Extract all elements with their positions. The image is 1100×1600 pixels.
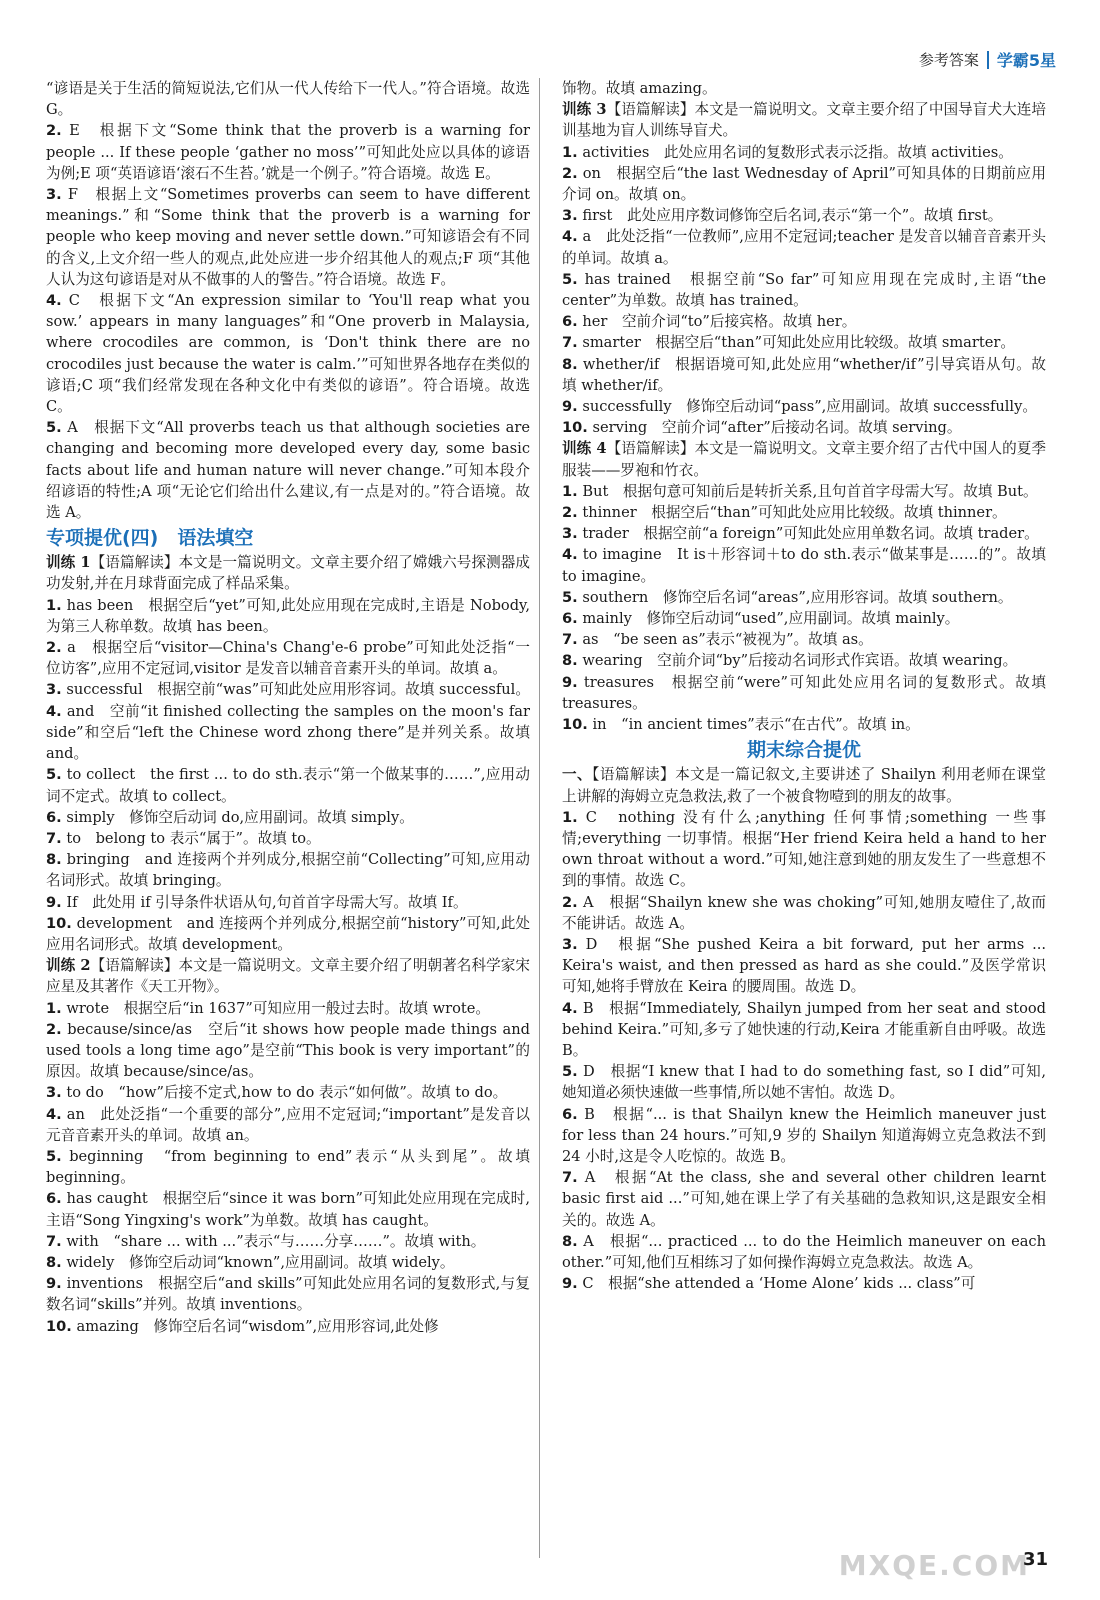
item-number: 6. <box>562 313 578 331</box>
answer-item <box>46 807 530 828</box>
right-column <box>562 78 1046 1294</box>
item-number: 10. <box>562 716 588 734</box>
item-text: C nothing 没有什么;anything 任何事情;something 一些事情;everything 一切事情。根据“Her friend Keira held a hand to her own throat without a word.”可知,她注意到她的朋友发生了一些意想不到的事情。故选 C。 <box>562 808 1046 890</box>
exercise-intro <box>46 552 530 594</box>
answer-item <box>562 892 1046 934</box>
item-number: 9. <box>46 1275 62 1293</box>
answer-item <box>562 1104 1046 1168</box>
item-number: 6. <box>46 808 62 826</box>
answer-item <box>562 998 1046 1062</box>
answer-item <box>46 417 530 523</box>
header-label: 参考答案 <box>918 51 979 69</box>
item-text: E 根据下文“Some think that the proverb is a warning for people ... If these people ‘gather no moss’”可知此处应以具体的谚语为例;E 项“英语谚语‘滚石不生苔。’就是一个例子。”符合语境。故选 E。 <box>46 122 530 182</box>
item-text: southern 修饰空后名词“areas”,应用形容词。故填 southern。 <box>577 588 1013 606</box>
item-number: 9. <box>562 1275 578 1293</box>
answer-item <box>46 679 530 700</box>
item-number: 2. <box>46 1020 62 1038</box>
answer-item <box>562 142 1046 163</box>
item-number: 4. <box>562 546 578 564</box>
item-text: D 根据“I knew that I had to do something fast, so I did”可知,她知道必须快速做一些事情,所以她不害怕。故选 D。 <box>562 1063 1046 1102</box>
answer-item <box>46 1273 530 1315</box>
item-number: 9. <box>46 893 62 911</box>
item-number: 4. <box>46 292 62 310</box>
answer-item <box>562 269 1046 311</box>
column-divider <box>539 78 540 1558</box>
item-text: F 根据上文“Sometimes proverbs can seem to have different meanings.”和“Some think that the proverb is a warning for people who keep moving and never settle down.”可知谚语会有不同的含义,上文介绍一些人的观点,此处应进一步介绍其他人的观点;F 项“其他人认为这句谚语是对从不做事的人的警告。”符合语境。故选 F。 <box>46 186 530 288</box>
exercise-intro <box>46 955 530 997</box>
item-text: as “be seen as”表示“被视为”。故填 as。 <box>577 631 873 649</box>
item-text: activities 此处应用名词的复数形式表示泛指。故填 activities。 <box>577 143 1013 161</box>
answer-item <box>562 629 1046 650</box>
item-number: 8. <box>562 1232 578 1250</box>
item-number: 8. <box>46 851 62 869</box>
page-header <box>919 48 1056 71</box>
watermark: MXQE.COM <box>838 1549 1030 1582</box>
item-text: 饰物。故填 amazing。 <box>562 80 717 97</box>
item-text: wrote 根据空后“in 1637”可知应用一般过去时。故填 wrote。 <box>61 999 490 1017</box>
page-number: 31 <box>1022 1549 1048 1570</box>
answer-item <box>562 417 1046 438</box>
item-text: smarter 根据空后“than”可知此处应用比较级。故填 smarter。 <box>577 334 1015 352</box>
answer-item <box>46 892 530 913</box>
item-number: 3. <box>562 525 578 543</box>
item-text: simply 修饰空后动词 do,应用副词。故填 simply。 <box>61 808 414 826</box>
answer-item <box>562 608 1046 629</box>
answer-item <box>562 1231 1046 1273</box>
item-number: 5. <box>46 766 62 784</box>
header-separator <box>987 51 989 69</box>
item-number: 9. <box>562 398 578 416</box>
item-text: has trained 根据空前“So far”可知应用现在完成时,主语“the center”为单数。故填 has trained。 <box>562 270 1046 310</box>
item-text: B 根据“... is that Shailyn knew the Heimlich maneuver just for less than 24 hours.”可知,9 岁的 Shailyn 知道海姆立克急救法不到 24 小时,这是令人吃惊的。故选 B。 <box>562 1105 1046 1165</box>
item-text: widely 修饰空后动词“known”,应用副词。故填 widely。 <box>61 1253 455 1271</box>
answer-item <box>562 396 1046 417</box>
section-title: 专项提优(四) 语法填空 <box>46 527 254 550</box>
item-text: inventions 根据空后“and skills”可知此处应用名词的复数形式,与复数名词“skills”并列。故填 inventions。 <box>46 1275 530 1314</box>
answer-item <box>46 290 530 417</box>
answer-item <box>46 184 530 290</box>
item-text: beginning “from beginning to end”表示“从头到尾”。故填 beginning。 <box>46 1147 530 1187</box>
item-text: trader 根据空前“a foreign”可知此处应用单数名词。故填 trader。 <box>577 525 1039 543</box>
answer-item <box>562 226 1046 268</box>
item-text: successful 根据空前“was”可知此处应用形容词。故填 successful。 <box>61 681 530 699</box>
answer-item <box>562 205 1046 226</box>
item-text: in “in ancient times”表示“在古代”。故填 in。 <box>587 716 920 734</box>
item-number: 8. <box>562 355 578 373</box>
item-number: 5. <box>562 1063 578 1081</box>
item-text: “谚语是关于生活的简短说法,它们从一代人传给下一代人。”符合语境。故选 G。 <box>46 80 530 119</box>
item-text: successfully 修饰空后动词“pass”,应用副词。故填 successfully。 <box>577 398 1037 416</box>
item-text: with “share ... with ...”表示“与……分享……”。故填 with。 <box>61 1232 486 1250</box>
exercise-label: 训练 4 <box>562 440 607 458</box>
item-text: and 空前“it finished collecting the samples on the moon's far side”和空后“left the Chinese word zhong there”是并列关系。故填 and。 <box>46 702 530 763</box>
item-number: 3. <box>46 1084 62 1102</box>
item-number: 7. <box>562 631 578 649</box>
item-number: 1. <box>562 482 578 500</box>
exercise-label: 训练 3 <box>562 101 607 119</box>
item-number: 5. <box>46 1147 62 1165</box>
item-number: 7. <box>562 1169 578 1187</box>
item-text: If 此处用 if 引导条件状语从句,句首首字母需大写。故填 If。 <box>61 893 468 911</box>
answer-item <box>46 701 530 765</box>
item-text: has caught 根据空后“since it was born”可知此处应用现在完成时,主语“Song Yingxing's work”为单数。故填 has caught。 <box>46 1190 530 1229</box>
item-number: 4. <box>562 228 578 246</box>
exercise-label: 训练 2 <box>46 957 91 975</box>
item-text: to belong to 表示“属于”。故填 to。 <box>61 829 321 847</box>
answer-item <box>562 1273 1046 1294</box>
item-text: an 此处泛指“一个重要的部分”,应用不定冠词;“important”是发音以元音音素开头的单词。故填 an。 <box>46 1105 530 1144</box>
answer-item <box>46 1082 530 1103</box>
answer-item <box>46 1231 530 1252</box>
item-number: 5. <box>46 419 62 437</box>
answer-item <box>46 1316 530 1337</box>
item-number: 3. <box>46 186 62 204</box>
item-text: a 此处泛指“一位教师”,应用不定冠词;teacher 是发音以辅音音素开头的单词。故填 a。 <box>562 228 1046 267</box>
section-title: 期末综合提优 <box>746 739 861 762</box>
answer-item <box>562 544 1046 586</box>
item-number: 8. <box>46 1253 62 1271</box>
item-text: 【语篇解读】本文是一篇说明文。文章主要介绍了明朝著名科学家宋应星及其著作《天工开物》。 <box>46 957 530 996</box>
item-number: 1. <box>562 808 578 826</box>
item-number: 7. <box>46 829 62 847</box>
item-text: her 空前介词“to”后接宾格。故填 her。 <box>577 313 857 331</box>
answer-item <box>46 595 530 637</box>
item-text: A 根据“... practiced ... to do the Heimlich maneuver on each other.”可知,他们互相练习了如何操作海姆立克急救法。故选 A。 <box>562 1232 1046 1271</box>
item-text: 【语篇解读】本文是一篇说明文。文章主要介绍了中国导盲犬大连培训基地为盲人训练导盲犬。 <box>562 101 1046 140</box>
answer-item <box>562 311 1046 332</box>
answer-item <box>562 523 1046 544</box>
item-number: 6. <box>562 610 578 628</box>
answer-item <box>46 1146 530 1188</box>
item-number: 3. <box>46 681 62 699</box>
exercise-label: 一、 <box>562 766 593 784</box>
text-paragraph <box>46 78 530 120</box>
item-number: 1. <box>46 596 62 614</box>
answer-item <box>562 672 1046 714</box>
item-number: 5. <box>562 270 578 288</box>
exercise-label: 训练 1 <box>46 554 91 572</box>
item-text: thinner 根据空后“than”可知此处应用比较级。故填 thinner。 <box>577 504 1007 522</box>
answer-item <box>562 650 1046 671</box>
item-number: 2. <box>46 639 62 657</box>
answer-item <box>562 502 1046 523</box>
item-number: 2. <box>562 164 578 182</box>
item-text: 【语篇解读】本文是一篇说明文。文章主要介绍了嫦娥六号探测器成功发射,并在月球背面完成了样品采集。 <box>46 554 530 593</box>
item-text: bringing and 连接两个并列成分,根据空前“Collecting”可知,应用动名词形式。故填 bringing。 <box>46 851 530 890</box>
answer-item <box>46 637 530 679</box>
item-number: 4. <box>562 999 578 1017</box>
text-paragraph <box>562 78 1046 99</box>
item-number: 2. <box>562 893 578 911</box>
item-number: 2. <box>46 122 62 140</box>
exercise-intro <box>562 99 1046 141</box>
item-text: A 根据“Shailyn knew she was choking”可知,她朋友噎住了,故而不能讲话。故选 A。 <box>562 893 1046 932</box>
item-number: 10. <box>46 914 72 932</box>
answer-item <box>46 120 530 184</box>
item-number: 10. <box>46 1317 72 1335</box>
item-text: 【语篇解读】本文是一篇记叙文,主要讲述了 Shailyn 利用老师在课堂上讲解的海姆立克急救法,救了一个被食物噎到的朋友的故事。 <box>562 766 1046 805</box>
item-number: 3. <box>562 935 578 953</box>
answer-item <box>46 1104 530 1146</box>
item-text: C 根据“she attended a ‘Home Alone’ kids ... class”可 <box>577 1275 976 1293</box>
answer-item <box>46 849 530 891</box>
answer-item <box>46 764 530 806</box>
answer-item <box>562 1061 1046 1103</box>
item-text: C 根据下文“An expression similar to ‘You'll reap what you sow.’ appears in many languages”和“One proverb in Malaysia, where crocodiles are common, is ‘Don't think there are no crocodiles just because the water is calm.’”可知世界各地存在类似的谚语;C 项“我们经常发现在各种文化中有类似的谚语”。符合语境。故选 C。 <box>46 292 530 416</box>
answer-item <box>46 1252 530 1273</box>
item-text: on 根据空后“the last Wednesday of April”可知具体的日期前应用介词 on。故填 on。 <box>562 164 1046 204</box>
item-number: 6. <box>46 1190 62 1208</box>
item-text: amazing 修饰空后名词“wisdom”,应用形容词,此处修 <box>71 1317 439 1335</box>
item-number: 7. <box>46 1232 62 1250</box>
item-text: B 根据“Immediately, Shailyn jumped from her seat and stood behind Keira.”可知,多亏了她快速的行动,Keira 才能重新自由呼吸。故选 B。 <box>562 999 1046 1059</box>
answer-item <box>562 481 1046 502</box>
item-text: because/since/as 空后“it shows how people made things and used tools a long time ago”是空前“This book is very important”的原因。故填 because/since/as。 <box>46 1020 530 1081</box>
answer-item <box>46 1188 530 1230</box>
item-number: 7. <box>562 334 578 352</box>
item-text: whether/if 根据语境可知,此处应用“whether/if”引导宾语从句。故填 whether/if。 <box>562 355 1046 394</box>
answer-item <box>562 163 1046 205</box>
item-number: 3. <box>562 207 578 225</box>
item-text: mainly 修饰空后动词“used”,应用副词。故填 mainly。 <box>577 610 960 628</box>
exercise-intro <box>562 764 1046 806</box>
left-column <box>46 78 530 1337</box>
item-number: 8. <box>562 652 578 670</box>
item-text: 【语篇解读】本文是一篇说明文。文章主要介绍了古代中国人的夏季服装——罗袍和竹衣。 <box>562 440 1046 479</box>
answer-item <box>562 714 1046 735</box>
item-text: treasures 根据空前“were”可知此处应用名词的复数形式。故填 treasures。 <box>562 673 1046 712</box>
answer-item <box>562 807 1046 892</box>
answer-item <box>562 934 1046 998</box>
answer-item <box>46 998 530 1019</box>
item-number: 1. <box>46 999 62 1017</box>
item-number: 4. <box>46 702 62 720</box>
brand-logo: 学霸5星 <box>996 51 1056 70</box>
item-text: first 此处应用序数词修饰空后名词,表示“第一个”。故填 first。 <box>577 207 1003 225</box>
item-number: 4. <box>46 1105 62 1123</box>
item-number: 10. <box>562 419 588 437</box>
item-number: 6. <box>562 1105 578 1123</box>
item-text: A 根据“At the class, she and several other children learnt basic first aid ...”可知,她在课上学了有关基础的急救知识,这是跟安全相关的。故选 A。 <box>562 1169 1046 1229</box>
exercise-intro <box>562 438 1046 480</box>
item-text: to collect the first ... to do sth.表示“第一个做某事的……”,应用动词不定式。故填 to collect。 <box>46 766 530 805</box>
item-number: 5. <box>562 588 578 606</box>
item-number: 9. <box>562 673 578 691</box>
item-text: to imagine It is＋形容词＋to do sth.表示“做某事是……的”。故填 to imagine。 <box>562 546 1046 585</box>
answer-item <box>46 1019 530 1083</box>
item-number: 2. <box>562 504 578 522</box>
answer-item <box>46 828 530 849</box>
answer-item <box>562 1167 1046 1231</box>
item-text: serving 空前介词“after”后接动名词。故填 serving。 <box>587 419 962 437</box>
answer-item <box>562 587 1046 608</box>
item-text: But 根据句意可知前后是转折关系,且句首首字母需大写。故填 But。 <box>577 482 1038 500</box>
item-text: D 根据“She pushed Keira a bit forward, put her arms ... Keira's waist, and then pressed as hard as she could.”及医学常识可知,她将手臂放在 Keira 的腰周围。故选 D。 <box>562 935 1046 996</box>
item-text: a 根据空后“visitor—China's Chang'e-6 probe”可知此处泛指“一位访客”,应用不定冠词,visitor 是发音以辅音音素开头的单词。故填 a。 <box>46 639 530 678</box>
item-text: has been 根据空后“yet”可知,此处应用现在完成时,主语是 Nobody,为第三人称单数。故填 has been。 <box>46 596 530 635</box>
answer-item <box>46 913 530 955</box>
answer-item <box>562 332 1046 353</box>
answer-item <box>562 354 1046 396</box>
item-text: A 根据下文“All proverbs teach us that although societies are changing and becoming more developed every day, some basic facts about life and human nature will never change.”可知本段介绍谚语的特性;A 项“无论它们给出什么建议,有一点是对的。”符合语境。故选 A。 <box>46 419 530 522</box>
item-text: development and 连接两个并列成分,根据空前“history”可知,此处应用名词形式。故填 development。 <box>46 914 530 953</box>
item-text: to do “how”后接不定式,how to do 表示“如何做”。故填 to do。 <box>61 1084 508 1102</box>
item-number: 1. <box>562 143 578 161</box>
item-text: wearing 空前介词“by”后接动名词形式作宾语。故填 wearing。 <box>577 652 1018 670</box>
